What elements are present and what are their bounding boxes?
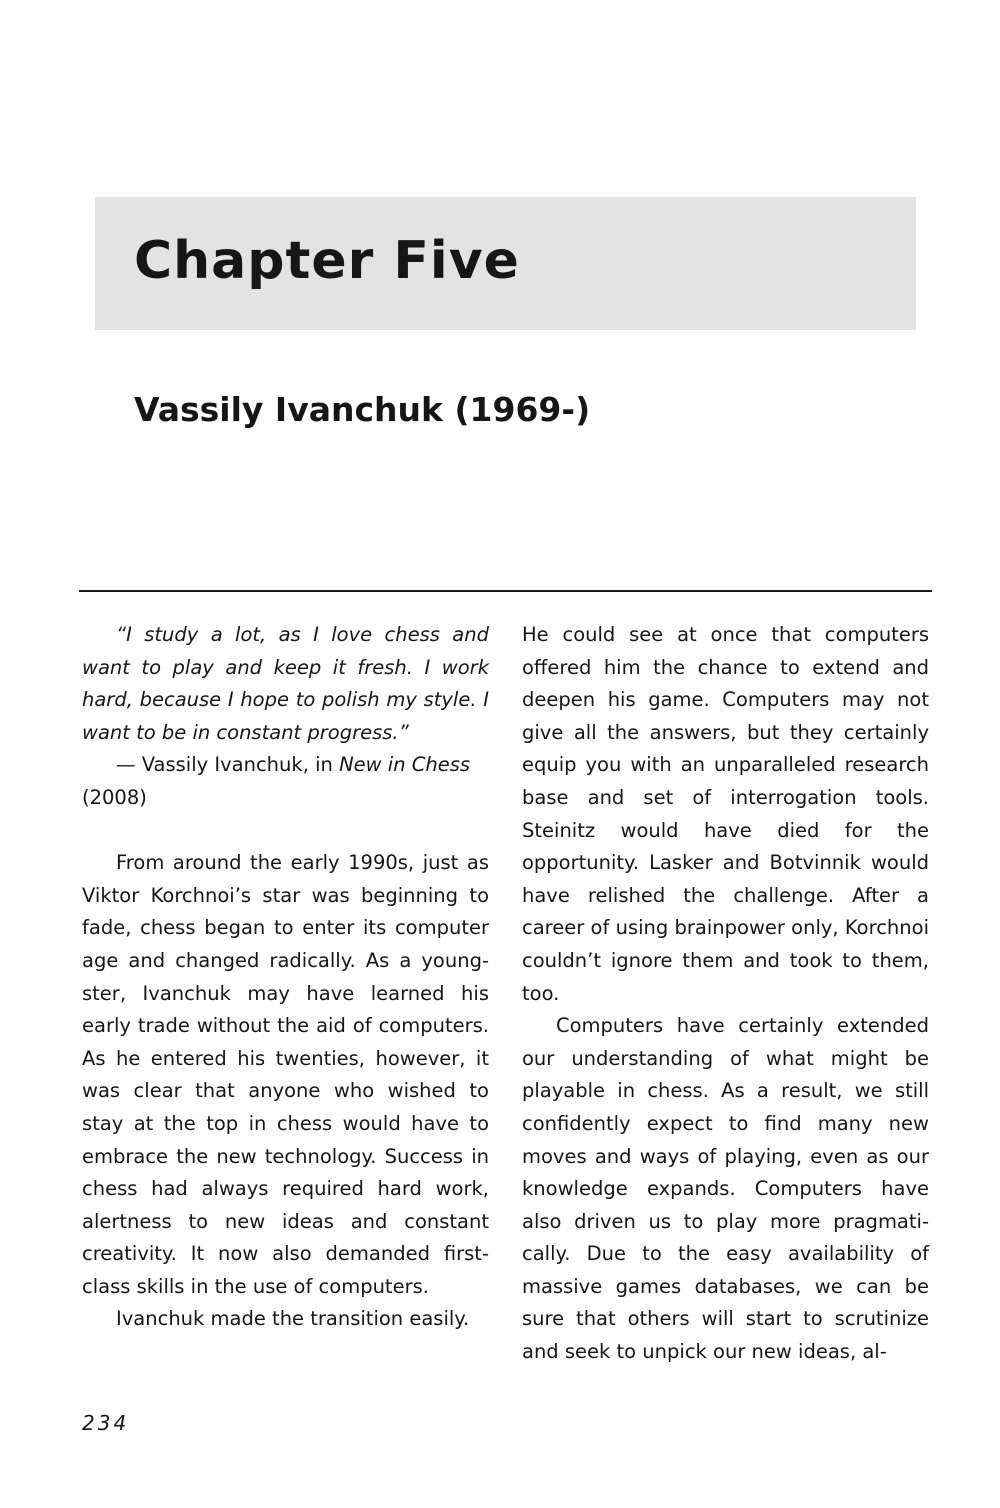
epigraph-attribution-prefix: — Vassily Ivanchuk, in bbox=[116, 753, 340, 777]
epigraph-year: (2008) bbox=[82, 785, 147, 809]
chapter-subtitle: Vassily Ivanchuk (1969-) bbox=[134, 390, 591, 429]
body-paragraph: He could see at once that computers offered him the chance to extend and deepen his game. Computers may not give all the answers, but they certainly equip you with an unparalleled research base and set of interrogation tools. Steinitz would have died for the opportunity. Lasker and Botvinnik would have relished the challenge. After a career of using brainpower only, Korchnoi couldn’t ignore them and took to them, too. bbox=[522, 623, 929, 1005]
right-column bbox=[522, 619, 929, 1369]
chapter-heading-band bbox=[95, 197, 916, 330]
epigraph-attribution bbox=[82, 749, 489, 782]
body-paragraph: Ivanchuk made the transition easily. bbox=[116, 1307, 470, 1331]
body-paragraph: Computers have certainly extended our understanding of what might be playable in chess. As a result, we still confidently expect to find many new moves and ways of playing, even as our knowledge expands. Computers have also driven us to play more pragmatically. Due to the easy availability of massive games databases, we can be sure that others will start to scrutinize and seek to unpick our new ideas, al- bbox=[522, 1014, 929, 1364]
body-paragraph: From around the early 1990s, just as Viktor Korchnoi’s star was beginning to fade, chess began to enter its computer age and changed radically. As a youngster, Ivanchuk may have learned his early trade without the aid of computers. As he entered his twenties, however, it was clear that anyone who wished to stay at the top in chess would have to embrace the new technology. Success in chess had always required hard work, alertness to new ideas and constant creativity. It now also demanded first-class skills in the use of computers. bbox=[82, 851, 489, 1298]
epigraph-source-title: New in Chess bbox=[339, 753, 471, 777]
left-column bbox=[82, 619, 489, 1336]
chapter-title: Chapter Five bbox=[134, 231, 520, 291]
epigraph-quote: “I study a lot, as I love chess and want to play and keep it fresh. I work hard, because I hope to polish my style. I want to be in constant progress.” bbox=[82, 623, 489, 744]
horizontal-rule bbox=[79, 590, 932, 592]
page-number: 234 bbox=[82, 1411, 130, 1435]
paragraph-gap bbox=[82, 815, 489, 848]
